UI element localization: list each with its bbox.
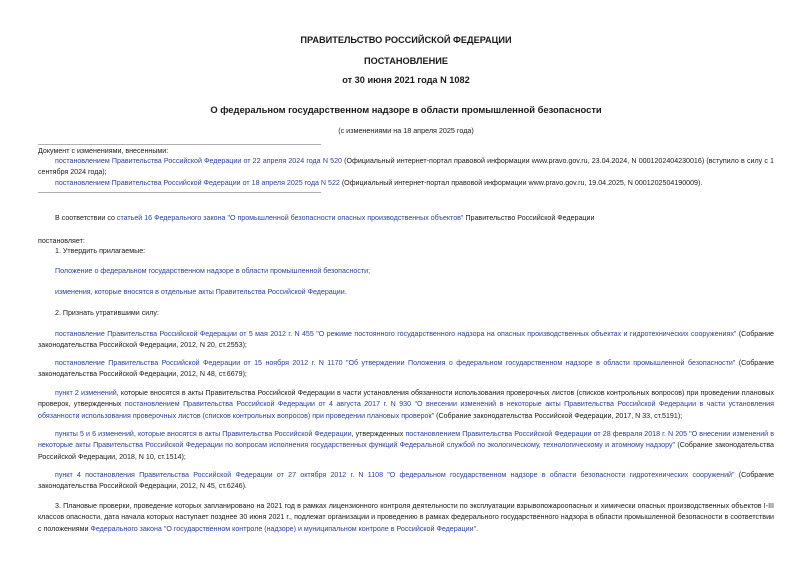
repealed-act bbox=[38, 358, 774, 381]
repealed-act bbox=[38, 388, 774, 422]
act-source: (Собрание законодательства Российской Федерации, 2018, N 10, ст.1514); bbox=[38, 441, 774, 461]
preamble-start: В соответствии со bbox=[55, 214, 117, 222]
repealed-act bbox=[38, 470, 774, 493]
bottom-divider bbox=[38, 192, 321, 193]
top-divider bbox=[38, 144, 321, 145]
item1-approval bbox=[38, 266, 774, 277]
act-source: (Собрание законодательства Российской Федерации, 2012, N 20, ст.2553); bbox=[38, 330, 774, 350]
change-link-2025[interactable]: постановлением Правительства Российской Федерации от 18 апреля 2025 года N 522 bbox=[55, 179, 340, 187]
item3 bbox=[38, 501, 774, 535]
act-link-1108[interactable]: пункт 4 постановления Правительства Российской Федерации от 27 октября 2012 г. N 1108 "О федеральном государственном надзоре в области безопасности гидротехнических сооружений" bbox=[55, 471, 735, 479]
federal-law-link[interactable]: статьей 16 Федерального закона "О промышленной безопасности опасных производственных объектов" bbox=[116, 214, 464, 222]
item2-label: 2. Признать утратившими силу: bbox=[55, 309, 159, 317]
decree-word: постановляет: bbox=[38, 237, 85, 245]
control-law-link[interactable]: Федерального закона "О государственном контроле (надзоре) и муниципальном контроле в Российской Федерации" bbox=[90, 524, 477, 533]
act-source: (Собрание законодательства Российской Федерации, 2012, N 48, ст.6679); bbox=[38, 359, 774, 379]
item3-end: . bbox=[476, 524, 479, 533]
revision-note: (с изменениями на 18 апреля 2025 года) bbox=[338, 126, 474, 135]
act-source: (Собрание законодательства Российской Федерации, 2012, N 45, ст.6246). bbox=[38, 471, 774, 491]
regulation-link[interactable]: Положение о федеральном государственном надзоре в области промышленной безопасности; bbox=[55, 267, 371, 275]
document-date: от 30 июня 2021 года N 1082 bbox=[342, 75, 470, 85]
preamble bbox=[38, 213, 774, 224]
change-link-2024[interactable]: постановлением Правительства Российской Федерации от 22 апреля 2024 года N 520 bbox=[55, 157, 342, 165]
act-link-930[interactable]: постановлением Правительства Российской Федерации от 4 августа 2017 г. N 930 "О внесении изменений в некоторые акты Правительства Российской Федерации в части установления обязанности использования проверочных листов (списков контрольных вопросов) при проведении плановых проверок" bbox=[38, 400, 774, 420]
change-item bbox=[38, 156, 774, 179]
act-link-1170[interactable]: постановление Правительства Российской Федерации от 15 ноября 2012 г. N 1170 "Об утверждении Положения о федеральном государственном надзоре в области промышленной безопасности" bbox=[55, 359, 736, 367]
preamble-end: Правительство Российской Федерации bbox=[463, 214, 595, 222]
item1-approval bbox=[38, 287, 774, 298]
act-link-455[interactable]: постановление Правительства Российской Федерации от 5 мая 2012 г. N 455 "О режиме постоянного государственного надзора на опасных производственных объектах и гидротехнических сооружениях" bbox=[55, 330, 737, 338]
act-text: , утвержденных bbox=[351, 430, 406, 438]
amendments-link[interactable]: изменения, которые вносятся в отдельные акты Правительства Российской Федерации. bbox=[55, 288, 347, 296]
repealed-act bbox=[38, 429, 774, 463]
government-heading: ПРАВИТЕЛЬСТВО РОССИЙСКОЙ ФЕДЕРАЦИИ bbox=[300, 35, 512, 45]
act-source: (Собрание законодательства Российской Федерации, 2017, N 33, ст.5191); bbox=[434, 411, 683, 420]
change-text: (Официальный интернет-портал правовой информации www.pravo.gov.ru, 23.04.2024, N 0001202404230016) (вступило в силу с 1 сентября 2024 года); bbox=[38, 157, 774, 177]
changes-intro: Документ с изменениями, внесенными: bbox=[38, 147, 169, 155]
document-type: ПОСТАНОВЛЕНИЕ bbox=[364, 56, 448, 66]
repealed-act bbox=[38, 329, 774, 352]
item3-text: 3. Плановые проверки, проведение которых запланировано на 2021 год в рамках лицензионного контроля деятельности по эксплуатации взрывопожароопасных и химически опасных производственных объектов I-III классов опасности, дата начала которых наступает позднее 30 июня 2021 г., подлежат организации и проведению в рамках федерального государственного надзора в области промышленной безопасности в соответствии с положениями bbox=[38, 502, 774, 533]
act-link-items5-6[interactable]: пункты 5 и 6 изменений, которые вносятся в акты Правительства Российской Федерации bbox=[55, 430, 352, 438]
change-text: (Официальный интернет-портал правовой информации www.pravo.gov.ru, 19.04.2025, N 0001202504190009). bbox=[339, 179, 703, 187]
document-title: О федеральном государственном надзоре в области промышленной безопасности bbox=[210, 104, 602, 115]
act-link-205[interactable]: постановлением Правительства Российской Федерации от 28 февраля 2018 г. N 205 "О внесении изменений в некоторые акты Правительства Российской Федерации по вопросам исполнения государственных функций Федеральной службой по экологическому, технологическому и атомному надзору" bbox=[38, 430, 775, 450]
act-link-item2[interactable]: пункт 2 изменений bbox=[55, 389, 117, 397]
item1-label: 1. Утвердить прилагаемые: bbox=[55, 247, 146, 255]
change-item bbox=[38, 178, 774, 189]
act-text: , которые вносятся в акты Правительства Российской Федерации в части установления обязанности использования проверочных листов (списков контрольных вопросов) при проведении плановых проверок, утвержденных bbox=[38, 389, 774, 409]
